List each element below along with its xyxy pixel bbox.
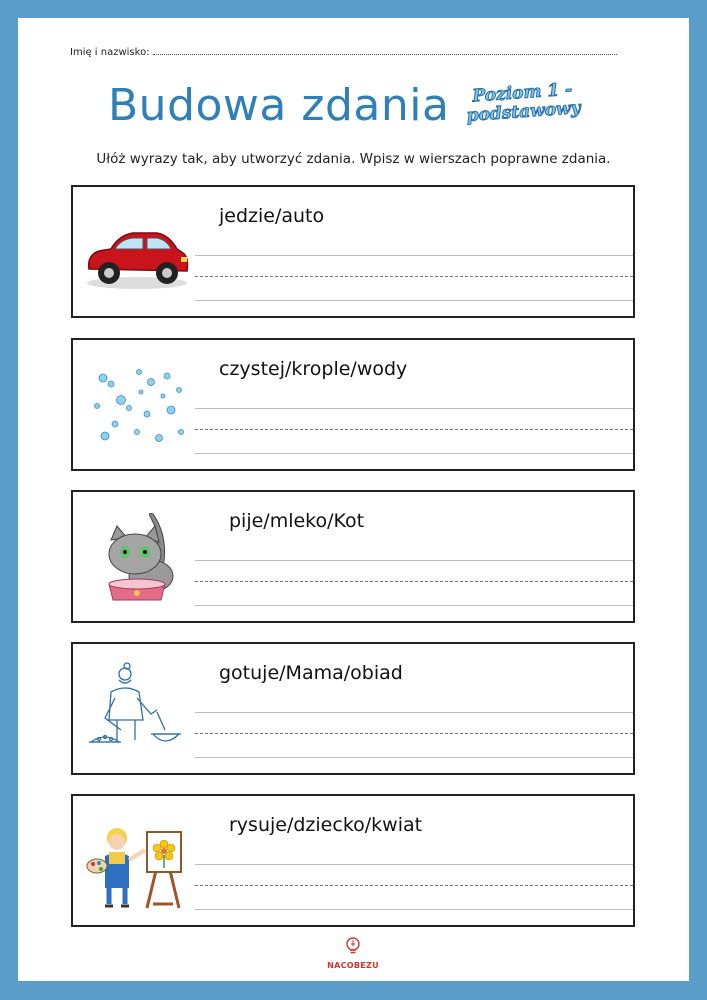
lightbulb-icon: [343, 936, 363, 956]
writing-line[interactable]: [195, 757, 633, 758]
writing-guide-line: [195, 581, 633, 582]
exercise-box-1: [71, 185, 635, 318]
exercise-box-5: [71, 794, 635, 927]
painting-child-icon: [81, 808, 193, 912]
cooking-mother-icon: [81, 656, 193, 760]
name-label: Imię i nazwisko:: [70, 47, 150, 58]
writing-line[interactable]: [195, 560, 633, 561]
brand-logo: [318, 936, 388, 970]
worksheet-page: [18, 18, 689, 981]
writing-line[interactable]: [195, 909, 633, 910]
car-icon: [81, 199, 193, 303]
word-prompt: rysuje/dziecko/kwiat: [229, 814, 423, 836]
page-title: Budowa zdania: [108, 80, 450, 131]
exercise-box-4: [71, 642, 635, 775]
instruction-text: Ułóż wyrazy tak, aby utworzyć zdania. Wpisz w wierszach poprawne zdania.: [96, 151, 611, 167]
exercise-box-2: [71, 338, 635, 471]
word-prompt: czystej/krople/wody: [219, 358, 408, 380]
name-dotted-line: [153, 44, 617, 55]
writing-line[interactable]: [195, 453, 633, 454]
water-drops-icon: [81, 352, 193, 456]
writing-guide-line: [195, 429, 633, 430]
cat-icon: [81, 504, 193, 608]
writing-guide-line: [195, 276, 633, 277]
level-badge: Poziom 1 - podstawowy: [466, 79, 582, 126]
word-prompt: gotuje/Mama/obiad: [219, 662, 403, 684]
writing-line[interactable]: [195, 408, 633, 409]
brand-name: NACOBEZU: [327, 961, 379, 970]
writing-line[interactable]: [195, 864, 633, 865]
writing-line[interactable]: [195, 605, 633, 606]
word-prompt: pije/mleko/Kot: [229, 510, 365, 532]
writing-guide-line: [195, 885, 633, 886]
name-field[interactable]: [70, 44, 617, 58]
writing-line[interactable]: [195, 255, 633, 256]
writing-guide-line: [195, 733, 633, 734]
writing-line[interactable]: [195, 300, 633, 301]
writing-line[interactable]: [195, 712, 633, 713]
exercise-box-3: [71, 490, 635, 623]
word-prompt: jedzie/auto: [219, 205, 325, 227]
